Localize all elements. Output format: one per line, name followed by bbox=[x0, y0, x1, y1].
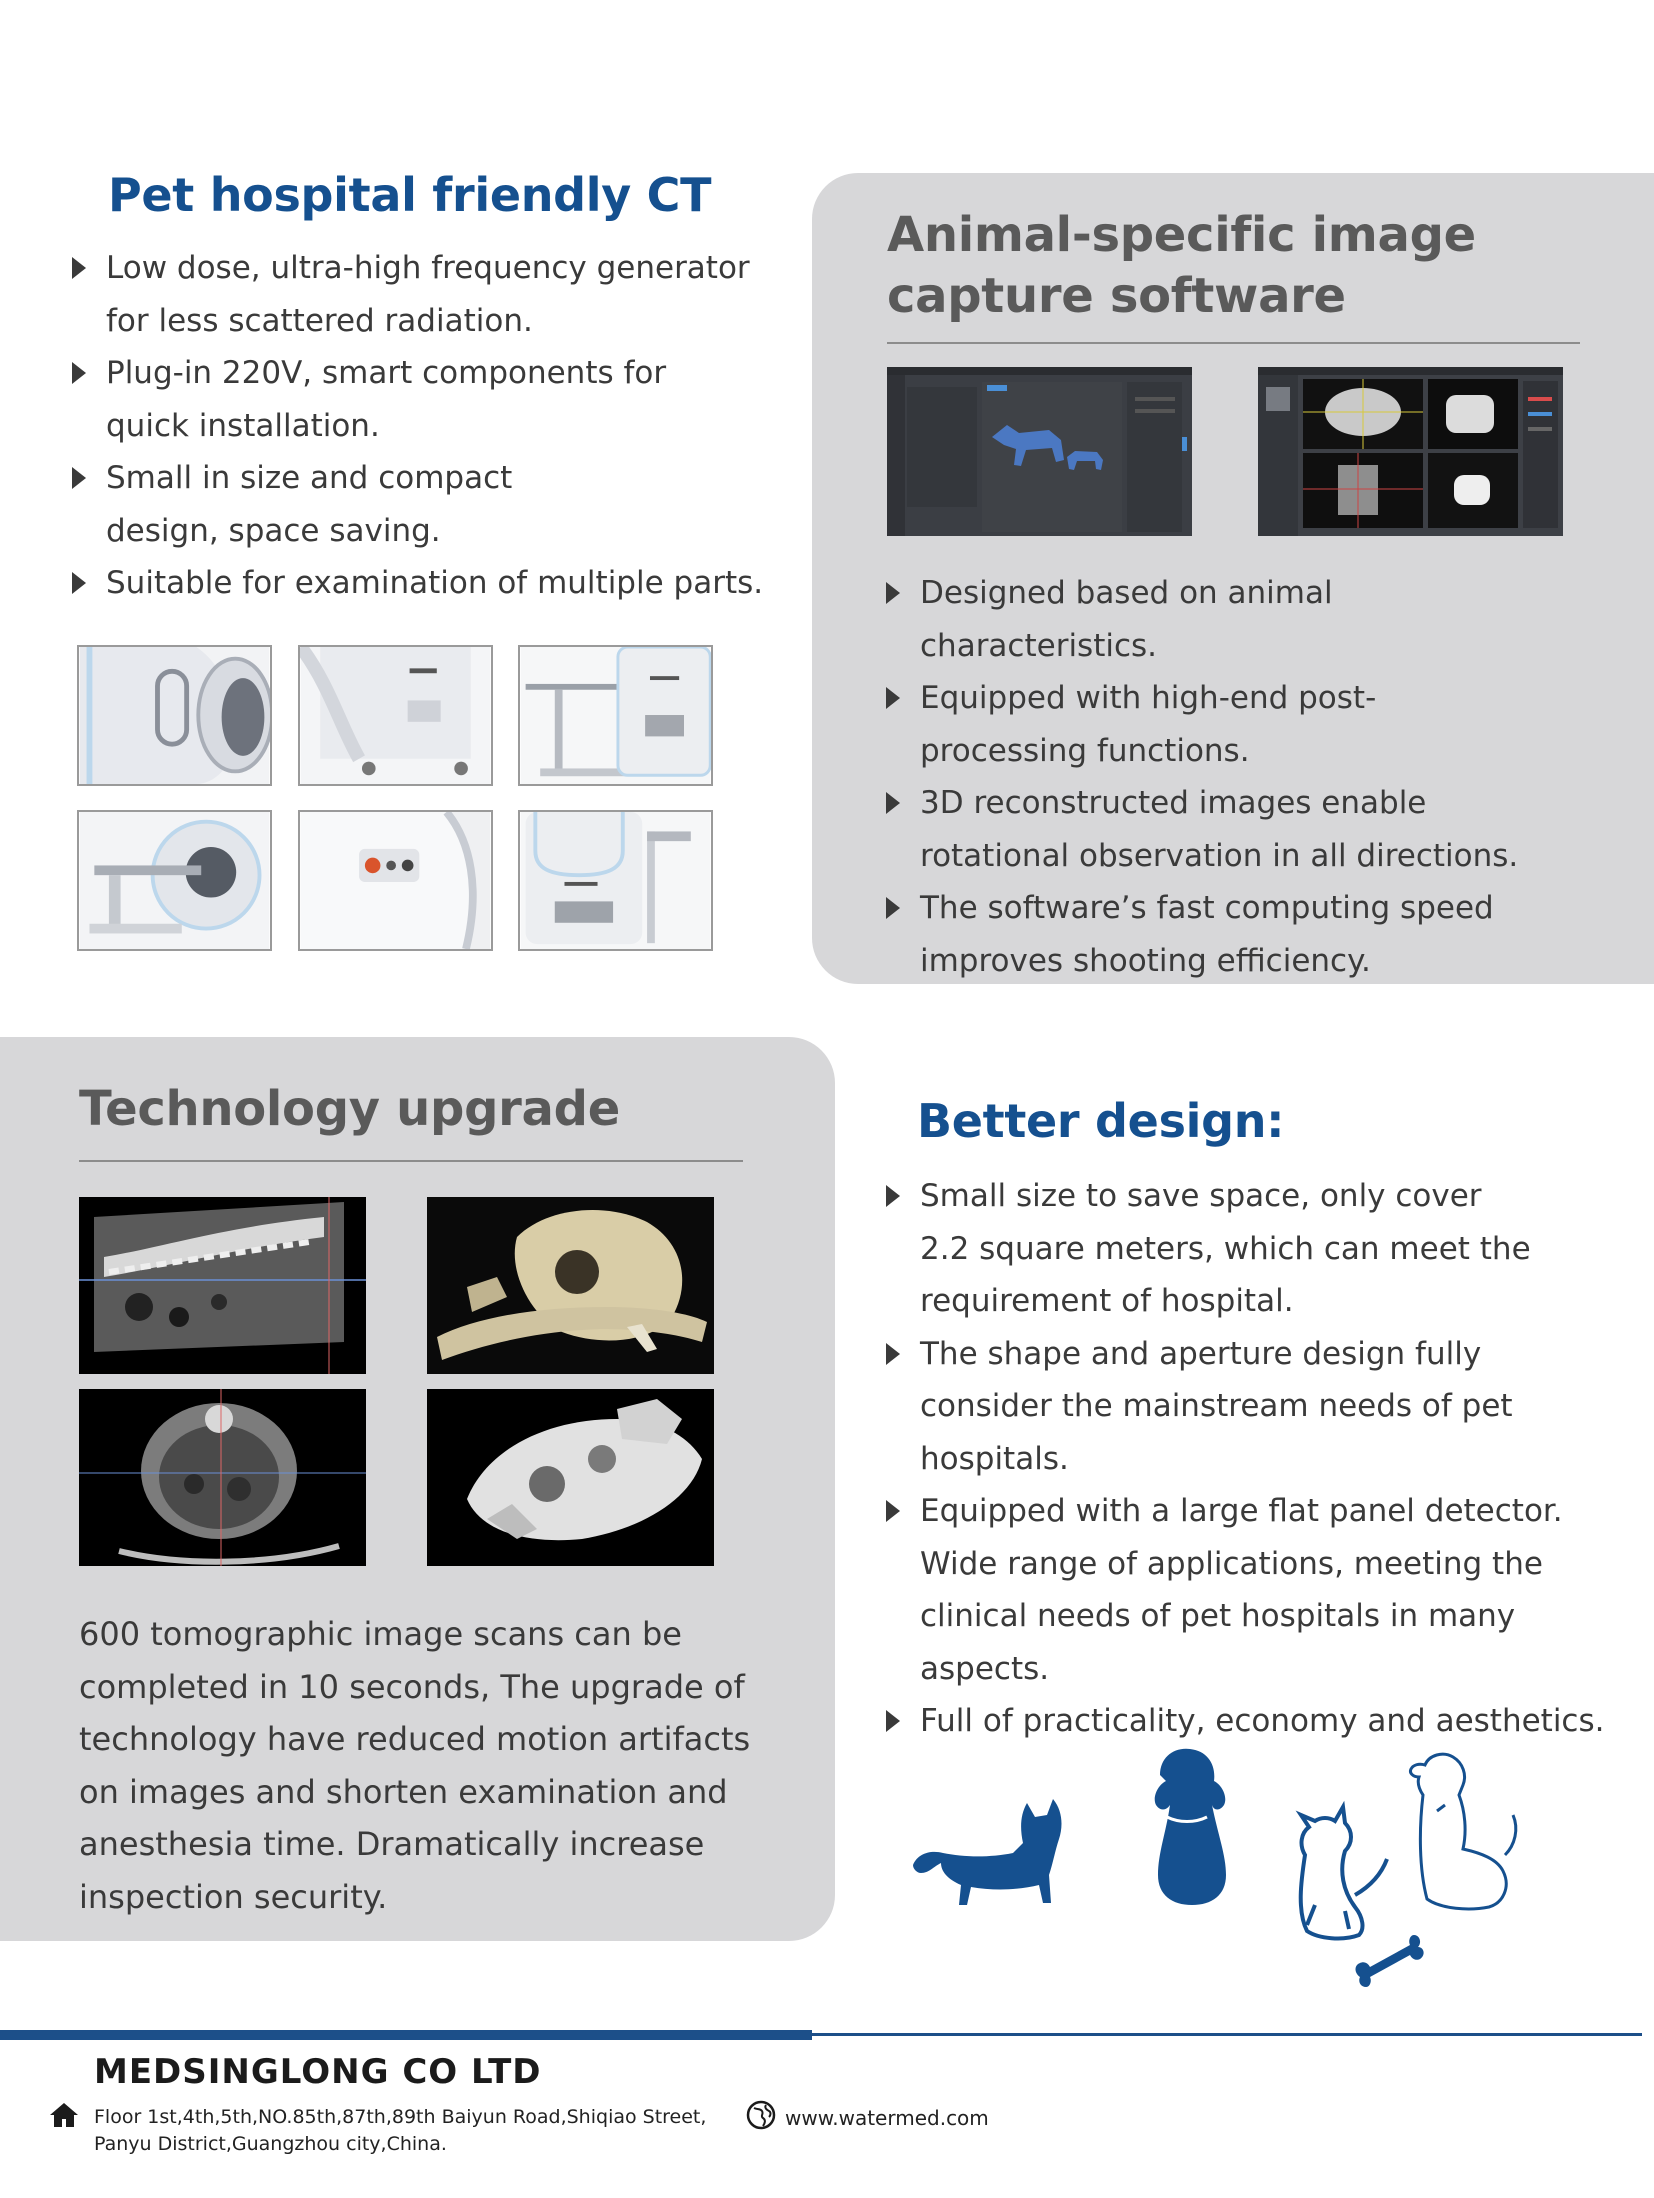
footer-divider-thin bbox=[812, 2033, 1642, 2036]
playing-dog-icon bbox=[1301, 1807, 1387, 1938]
bone-icon bbox=[1356, 1935, 1424, 1987]
technology-section-title: Technology upgrade bbox=[79, 1081, 620, 1137]
design-feature-list bbox=[884, 1170, 1624, 1748]
ct-scan-axial-image bbox=[79, 1389, 366, 1566]
list-item: Equipped with a large flat panel detector. Wide range of applications, meeting the clinical needs of pet hospitals in many aspects. bbox=[884, 1485, 1624, 1695]
ct-scanner-side-photo bbox=[298, 645, 493, 786]
list-item: Small in size and compact design, space saving. bbox=[70, 452, 630, 557]
globe-icon bbox=[746, 2100, 776, 2130]
software-title-divider bbox=[887, 342, 1580, 344]
ct-control-panel-photo bbox=[298, 810, 493, 951]
software-feature-list bbox=[884, 567, 1584, 987]
list-item: Suitable for examination of multiple parts. bbox=[70, 557, 770, 610]
ct-3d-reconstruction-image bbox=[427, 1389, 714, 1566]
ct-scanner-rear-photo bbox=[518, 810, 713, 951]
address-line-2: Panyu District,Guangzhou city,China. bbox=[94, 2133, 447, 2155]
ct-scanner-front-photo bbox=[77, 645, 272, 786]
sitting-dog-icon bbox=[1155, 1749, 1226, 1905]
ct-section-title: Pet hospital friendly CT bbox=[108, 168, 712, 222]
corgi-icon bbox=[913, 1799, 1061, 1905]
home-icon bbox=[48, 2101, 80, 2129]
company-name: MEDSINGLONG CO LTD bbox=[94, 2052, 542, 2092]
ct-3d-skull-image bbox=[427, 1197, 714, 1374]
technology-description: 600 tomographic image scans can be completed in 10 seconds, The upgrade of technology have reduced motion artifacts on images and shorten examination and anesthesia time. Dramatically increase inspection security. bbox=[79, 1615, 751, 1916]
technology-title-divider bbox=[79, 1160, 743, 1162]
design-section-title: Better design: bbox=[917, 1094, 1285, 1148]
pet-illustrations bbox=[905, 1745, 1545, 2005]
footer-divider-thick bbox=[0, 2030, 812, 2040]
software-section-title: Animal-specific image capture software bbox=[887, 207, 1476, 324]
list-item: Designed based on animal characteristics. bbox=[884, 567, 1574, 672]
list-item: Small size to save space, only cover 2.2 square meters, which can meet the requirement of hospital. bbox=[884, 1170, 1534, 1328]
software-screenshot-ct-views bbox=[1258, 367, 1563, 536]
list-item: Full of practicality, economy and aesthetics. bbox=[884, 1695, 1624, 1748]
ct-feature-list bbox=[70, 242, 770, 610]
list-item: 3D reconstructed images enable rotational observation in all directions. bbox=[884, 777, 1584, 882]
ct-scanner-table-photo bbox=[518, 645, 713, 786]
standing-dog-outline-icon bbox=[1410, 1754, 1515, 1909]
company-address bbox=[94, 2104, 706, 2158]
website-link[interactable]: www.watermed.com bbox=[785, 2106, 989, 2130]
software-screenshot-dog-model bbox=[887, 367, 1192, 536]
address-line-1: Floor 1st,4th,5th,NO.85th,87th,89th Baiyun Road,Shiqiao Street, bbox=[94, 2106, 707, 2128]
list-item: Low dose, ultra-high frequency generator for less scattered radiation. bbox=[70, 242, 750, 347]
list-item: The shape and aperture design fully consider the mainstream needs of pet hospitals. bbox=[884, 1328, 1584, 1486]
list-item: The software’s fast computing speed improves shooting efficiency. bbox=[884, 882, 1504, 987]
list-item: Equipped with high-end post-processing functions. bbox=[884, 672, 1534, 777]
list-item: Plug-in 220V, smart components for quick installation. bbox=[70, 347, 690, 452]
ct-scan-sagittal-image bbox=[79, 1197, 366, 1374]
ct-scanner-angle-photo bbox=[77, 810, 272, 951]
